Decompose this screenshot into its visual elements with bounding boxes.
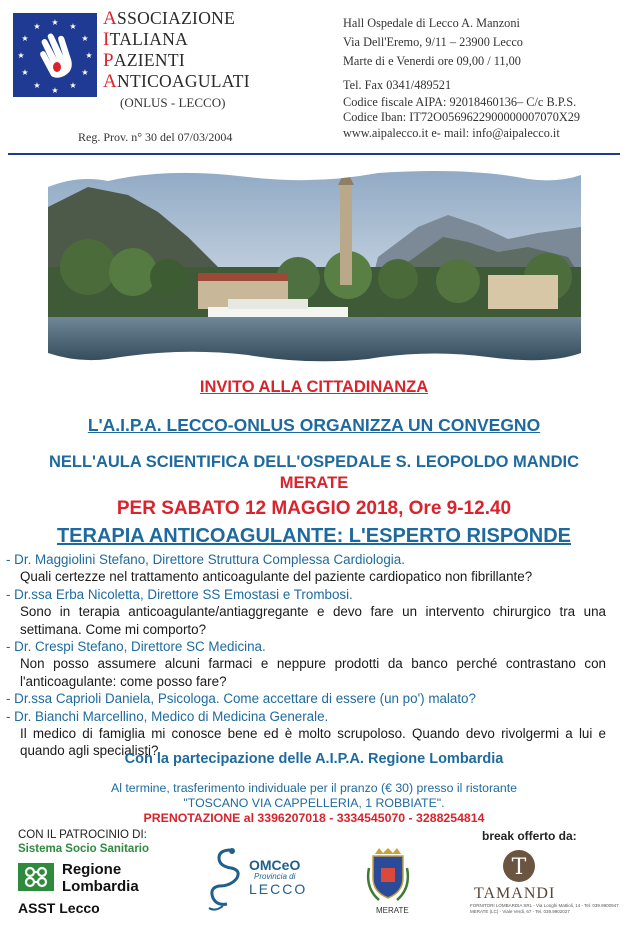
program-question: Il medico di famiglia mi conosce bene ed è molto scrupoloso. Quando devo rivolgermi a lui e quando agli specialisti?: [20, 726, 606, 759]
partecipazione-line: Con la partecipazione delle A.I.P.A. Regione Lombardia: [124, 751, 504, 767]
event-date: PER SABATO 12 MAGGIO 2018, Ore 9-12.40: [116, 498, 512, 519]
omceo-caduceus-icon: [205, 846, 247, 914]
contact-iban: Codice Iban: IT72O0569622900000007070X29: [343, 109, 581, 124]
svg-text:★: ★: [33, 22, 41, 31]
program-speaker: - Dr. Crespi Stefano, Direttore SC Medicina.: [6, 639, 266, 655]
asst-lecco: ASST Lecco: [18, 900, 100, 916]
onlus-label: (ONLUS - LECCO): [120, 95, 226, 110]
venue-line: NELL'AULA SCIENTIFICA DELL'OSPEDALE S. LEOPOLDO MANDIC: [48, 453, 580, 471]
svg-text:★: ★: [81, 68, 89, 77]
venue-city: MERATE: [279, 474, 349, 492]
association-name: [103, 8, 250, 92]
patrocinio-label: CON IL PATROCINIO DI:: [18, 829, 147, 841]
assoc-line: ANTICOAGULATI: [103, 71, 250, 92]
header-divider: [8, 153, 620, 155]
merate-coat-of-arms-icon: [365, 848, 411, 904]
svg-text:★: ★: [81, 34, 89, 43]
program-list: [6, 551, 606, 760]
tamandi-name: TAMANDI: [474, 885, 556, 902]
break-label: break offerto da:: [482, 829, 577, 843]
contact-fiscal-code: Codice fiscale AIPA: 92018460136– C/c B.P.S.: [343, 94, 577, 109]
svg-text:★: ★: [17, 51, 25, 60]
svg-text:T: T: [511, 855, 527, 880]
program-speaker: - Dr.ssa Caprioli Daniela, Psicologa. Come accettare di essere (un po') malato?: [6, 691, 476, 707]
svg-text:★: ★: [51, 86, 59, 95]
sistema-socio-sanitario: Sistema Socio Sanitario: [18, 843, 150, 855]
program-question: Non posso assumere alcuni farmaci e neppure prodotti da banco perché contrastano con l'anticoagulante: come posso fare?: [20, 656, 606, 689]
svg-text:★: ★: [21, 34, 29, 43]
svg-text:★: ★: [69, 81, 77, 90]
program-speaker: - Dr. Bianchi Marcellino, Medico di Medicina Generale.: [6, 708, 329, 724]
omceo-name: OMCeO: [249, 857, 301, 873]
assoc-line: ASSOCIAZIONE: [103, 8, 236, 29]
aipa-logo: [13, 13, 97, 97]
program-speaker: - Dr.ssa Erba Nicoletta, Direttore SS Emostasi e Trombosi.: [6, 586, 353, 602]
regione-lombardia-icon: [18, 863, 54, 891]
tamandi-logo-icon: [502, 849, 536, 883]
assoc-line: ITALIANA: [103, 29, 189, 50]
program-question: Quali certezze nel trattamento anticoagulante del paziente cardiopatico non fibrillante?: [20, 569, 533, 585]
contact-street: Via Dell'Eremo, 9/11 – 23900 Lecco: [343, 35, 523, 50]
contact-hours: Marte di e Venerdi ore 09,00 / 11,00: [343, 54, 521, 69]
lecco-lakefront-photo: [48, 167, 581, 365]
booking-phones: PRENOTAZIONE al 3396207018 - 3334545070 - 3288254814: [143, 811, 485, 825]
svg-text:★: ★: [69, 22, 77, 31]
merate-label: MERATE: [376, 906, 409, 915]
restaurant-address: "TOSCANO VIA CAPPELLERIA, 1 ROBBIATE".: [183, 796, 445, 810]
program-question: Sono in terapia anticoagulante/antiaggregante e devo fare un intervento chirurgico tra una settimana. Come mi comporto?: [20, 604, 606, 637]
invito-heading: INVITO ALLA CITTADINANZA: [199, 378, 429, 396]
svg-text:★: ★: [21, 68, 29, 77]
assoc-line: PAZIENTI: [103, 50, 185, 71]
reg-prov: Reg. Prov. n° 30 del 07/03/2004: [78, 130, 233, 144]
contact-block: [343, 14, 580, 142]
omceo-city: LECCO: [249, 881, 308, 897]
organizza-heading: L'A.I.P.A. LECCO-ONLUS ORGANIZZA UN CONVEGNO: [87, 415, 541, 435]
tamandi-fine-print: FORNITORI LOMBARDIA SRL - Via Longhi Mattioli, 14 - Tel. 039.9900947 MERATE (LC) - Viale Verdi, 67 - Tel. 039.9902027: [470, 903, 619, 914]
program-speaker: - Dr. Maggiolini Stefano, Direttore Struttura Complessa Cardiologia.: [6, 552, 405, 567]
svg-text:★: ★: [33, 81, 41, 90]
contact-phone: Tel. Fax 0341/489521: [343, 77, 452, 92]
event-title: TERAPIA ANTICOAGULANTE: L'ESPERTO RISPONDE: [56, 525, 572, 547]
contact-address: Hall Ospedale di Lecco A. Manzoni: [343, 16, 520, 30]
regione-lombardia-text: Regione Lombardia: [62, 861, 139, 895]
lunch-info: Al termine, trasferimento individuale per il pranzo (€ 30) presso il ristorante: [111, 781, 517, 795]
omceo-province: Provincia di: [254, 872, 296, 881]
contact-web-email[interactable]: www.aipalecco.it e- mail: info@aipalecco.it: [343, 125, 560, 140]
svg-text:★: ★: [51, 18, 59, 27]
svg-text:★: ★: [85, 51, 93, 60]
